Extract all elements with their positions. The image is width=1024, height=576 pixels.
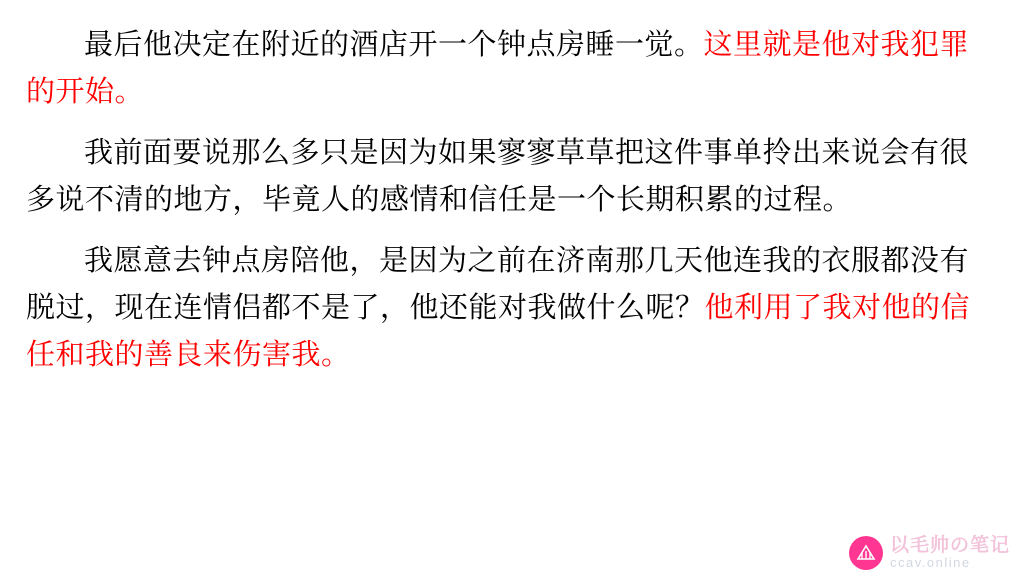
brand-logo-icon	[849, 536, 883, 570]
watermark-main-label: 以毛帅の笔记	[889, 535, 1010, 557]
paragraph-2	[26, 130, 998, 224]
paragraph-3	[26, 238, 998, 379]
paragraph-1-red-text: 这里就是他对我犯罪的开始。	[26, 29, 970, 108]
paragraph-3-black-text: 我愿意去钟点房陪他，是因为之前在济南那几天他连我的衣服都没有脱过，现在连情侣都不是了，他还能对我做什么呢？	[26, 244, 970, 324]
paragraph-1	[26, 22, 998, 116]
paragraph-2-black-text: 我前面要说那么多只是因为如果寥寥草草把这件事单拎出来说会有很多说不清的地方，毕竟人的感情和信任是一个长期积累的过程。	[26, 136, 970, 216]
watermark-sub-label: ccav.online	[889, 555, 971, 571]
paragraph-3-red-text: 他利用了我对他的信任和我的善良来伤害我。	[26, 291, 971, 371]
watermark	[849, 536, 1010, 570]
paragraph-1-black-text: 最后他决定在附近的酒店开一个钟点房睡一觉。	[84, 29, 704, 61]
watermark-text	[890, 536, 1010, 570]
